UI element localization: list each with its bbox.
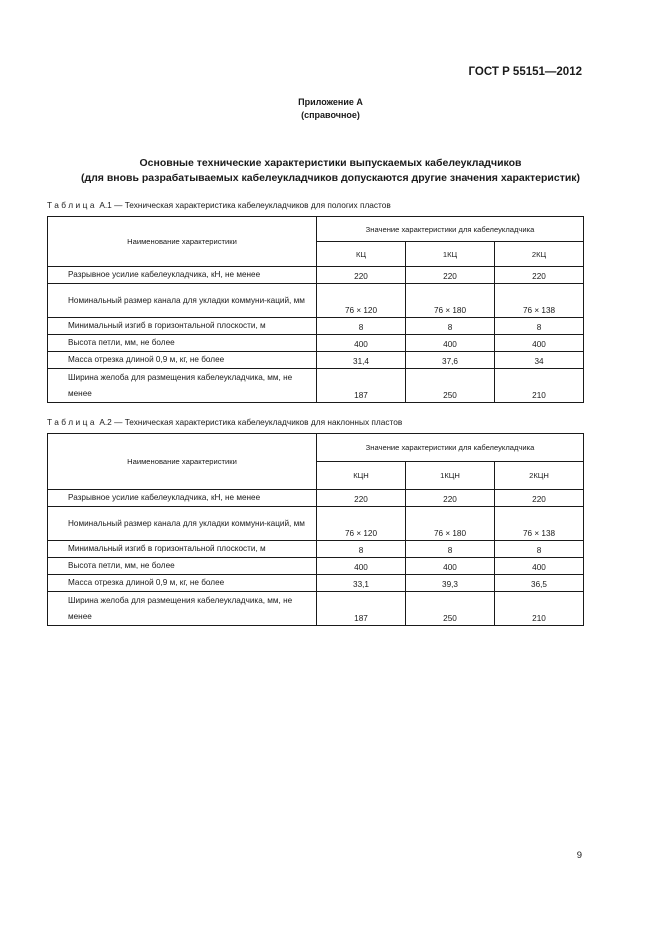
row-value: 220 xyxy=(406,490,495,507)
row-name: Разрывное усилие кабелеукладчика, кН, не менее xyxy=(48,490,317,507)
table1-caption-text: А.1 — Техническая характеристика кабелеукладчиков для пологих пластов xyxy=(99,200,391,210)
table-row xyxy=(48,507,584,541)
main-title xyxy=(0,156,661,186)
row-name: Номинальный размер канала для укладки коммуни-каций, мм xyxy=(48,284,317,318)
row-value: 31,4 xyxy=(317,352,406,369)
row-name: Высота петли, мм, не более xyxy=(48,335,317,352)
table1 xyxy=(47,216,584,403)
row-value: 400 xyxy=(317,558,406,575)
table1-header-name: Наименование характеристики xyxy=(48,217,317,267)
table1-col-header: 2КЦ xyxy=(495,242,584,267)
row-value: 76 × 180 xyxy=(406,507,495,541)
row-value: 400 xyxy=(406,335,495,352)
row-name: Минимальный изгиб в горизонтальной плоскости, м xyxy=(48,541,317,558)
appendix-type: (справочное) xyxy=(301,110,360,120)
row-value: 187 xyxy=(317,369,406,403)
table2 xyxy=(47,433,584,626)
row-value: 8 xyxy=(406,318,495,335)
row-value: 220 xyxy=(406,267,495,284)
table2-col-header: 2КЦН xyxy=(495,462,584,490)
row-name: Ширина желоба для размещения кабелеукладчика, мм, не менее xyxy=(48,369,317,403)
row-value: 76 × 138 xyxy=(495,507,584,541)
table2-header-values: Значение характеристики для кабелеукладчика xyxy=(317,434,584,462)
table-row xyxy=(48,575,584,592)
table1-col-header: 1КЦ xyxy=(406,242,495,267)
row-value: 33,1 xyxy=(317,575,406,592)
main-title-line2: (для вновь разрабатываемых кабелеукладчиков допускаются другие значения характеристик) xyxy=(80,172,581,184)
row-value: 76 × 180 xyxy=(406,284,495,318)
row-name: Масса отрезка длиной 0,9 м, кг, не более xyxy=(48,352,317,369)
table-row xyxy=(48,318,584,335)
row-value: 76 × 120 xyxy=(317,507,406,541)
table-row xyxy=(48,335,584,352)
appendix-title: Приложение А xyxy=(298,97,363,107)
row-value: 400 xyxy=(495,558,584,575)
row-value: 220 xyxy=(495,267,584,284)
row-value: 76 × 120 xyxy=(317,284,406,318)
main-title-line1: Основные технические характеристики выпускаемых кабелеукладчиков xyxy=(139,157,522,169)
row-value: 187 xyxy=(317,592,406,626)
row-value: 36,5 xyxy=(495,575,584,592)
table1-caption-prefix: Таблица xyxy=(47,200,98,210)
row-value: 210 xyxy=(495,592,584,626)
page-number: 9 xyxy=(576,850,582,861)
table-row xyxy=(48,558,584,575)
table2-caption-text: А.2 — Техническая характеристика кабелеукладчиков для наклонных пластов xyxy=(99,417,403,427)
table2-caption xyxy=(47,417,402,427)
table-row xyxy=(48,490,584,507)
row-name: Масса отрезка длиной 0,9 м, кг, не более xyxy=(48,575,317,592)
table-row xyxy=(48,352,584,369)
row-value: 8 xyxy=(495,541,584,558)
table2-caption-prefix: Таблица xyxy=(47,417,98,427)
row-value: 400 xyxy=(317,335,406,352)
row-value: 8 xyxy=(317,318,406,335)
row-value: 400 xyxy=(495,335,584,352)
table2-header-name: Наименование характеристики xyxy=(48,434,317,490)
row-value: 34 xyxy=(495,352,584,369)
row-value: 8 xyxy=(317,541,406,558)
table-row xyxy=(48,267,584,284)
table2-col-header: 1КЦН xyxy=(406,462,495,490)
row-value: 250 xyxy=(406,592,495,626)
standard-number: ГОСТ Р 55151—2012 xyxy=(468,66,582,78)
row-value: 220 xyxy=(317,267,406,284)
appendix-heading xyxy=(0,96,661,122)
row-value: 39,3 xyxy=(406,575,495,592)
table1-caption xyxy=(47,200,391,210)
row-value: 8 xyxy=(406,541,495,558)
row-name: Минимальный изгиб в горизонтальной плоскости, м xyxy=(48,318,317,335)
row-value: 220 xyxy=(495,490,584,507)
table2-col-header: КЦН xyxy=(317,462,406,490)
row-value: 400 xyxy=(406,558,495,575)
row-name: Ширина желоба для размещения кабелеукладчика, мм, не менее xyxy=(48,592,317,626)
table-row xyxy=(48,284,584,318)
row-value: 220 xyxy=(317,490,406,507)
row-value: 76 × 138 xyxy=(495,284,584,318)
table-row xyxy=(48,541,584,558)
table-row xyxy=(48,592,584,626)
row-name: Номинальный размер канала для укладки коммуни-каций, мм xyxy=(48,507,317,541)
row-name: Высота петли, мм, не более xyxy=(48,558,317,575)
table-row xyxy=(48,369,584,403)
row-value: 250 xyxy=(406,369,495,403)
row-name: Разрывное усилие кабелеукладчика, кН, не менее xyxy=(48,267,317,284)
table1-header-values: Значение характеристики для кабелеукладчика xyxy=(317,217,584,242)
row-value: 37,6 xyxy=(406,352,495,369)
row-value: 8 xyxy=(495,318,584,335)
row-value: 210 xyxy=(495,369,584,403)
table1-col-header: КЦ xyxy=(317,242,406,267)
